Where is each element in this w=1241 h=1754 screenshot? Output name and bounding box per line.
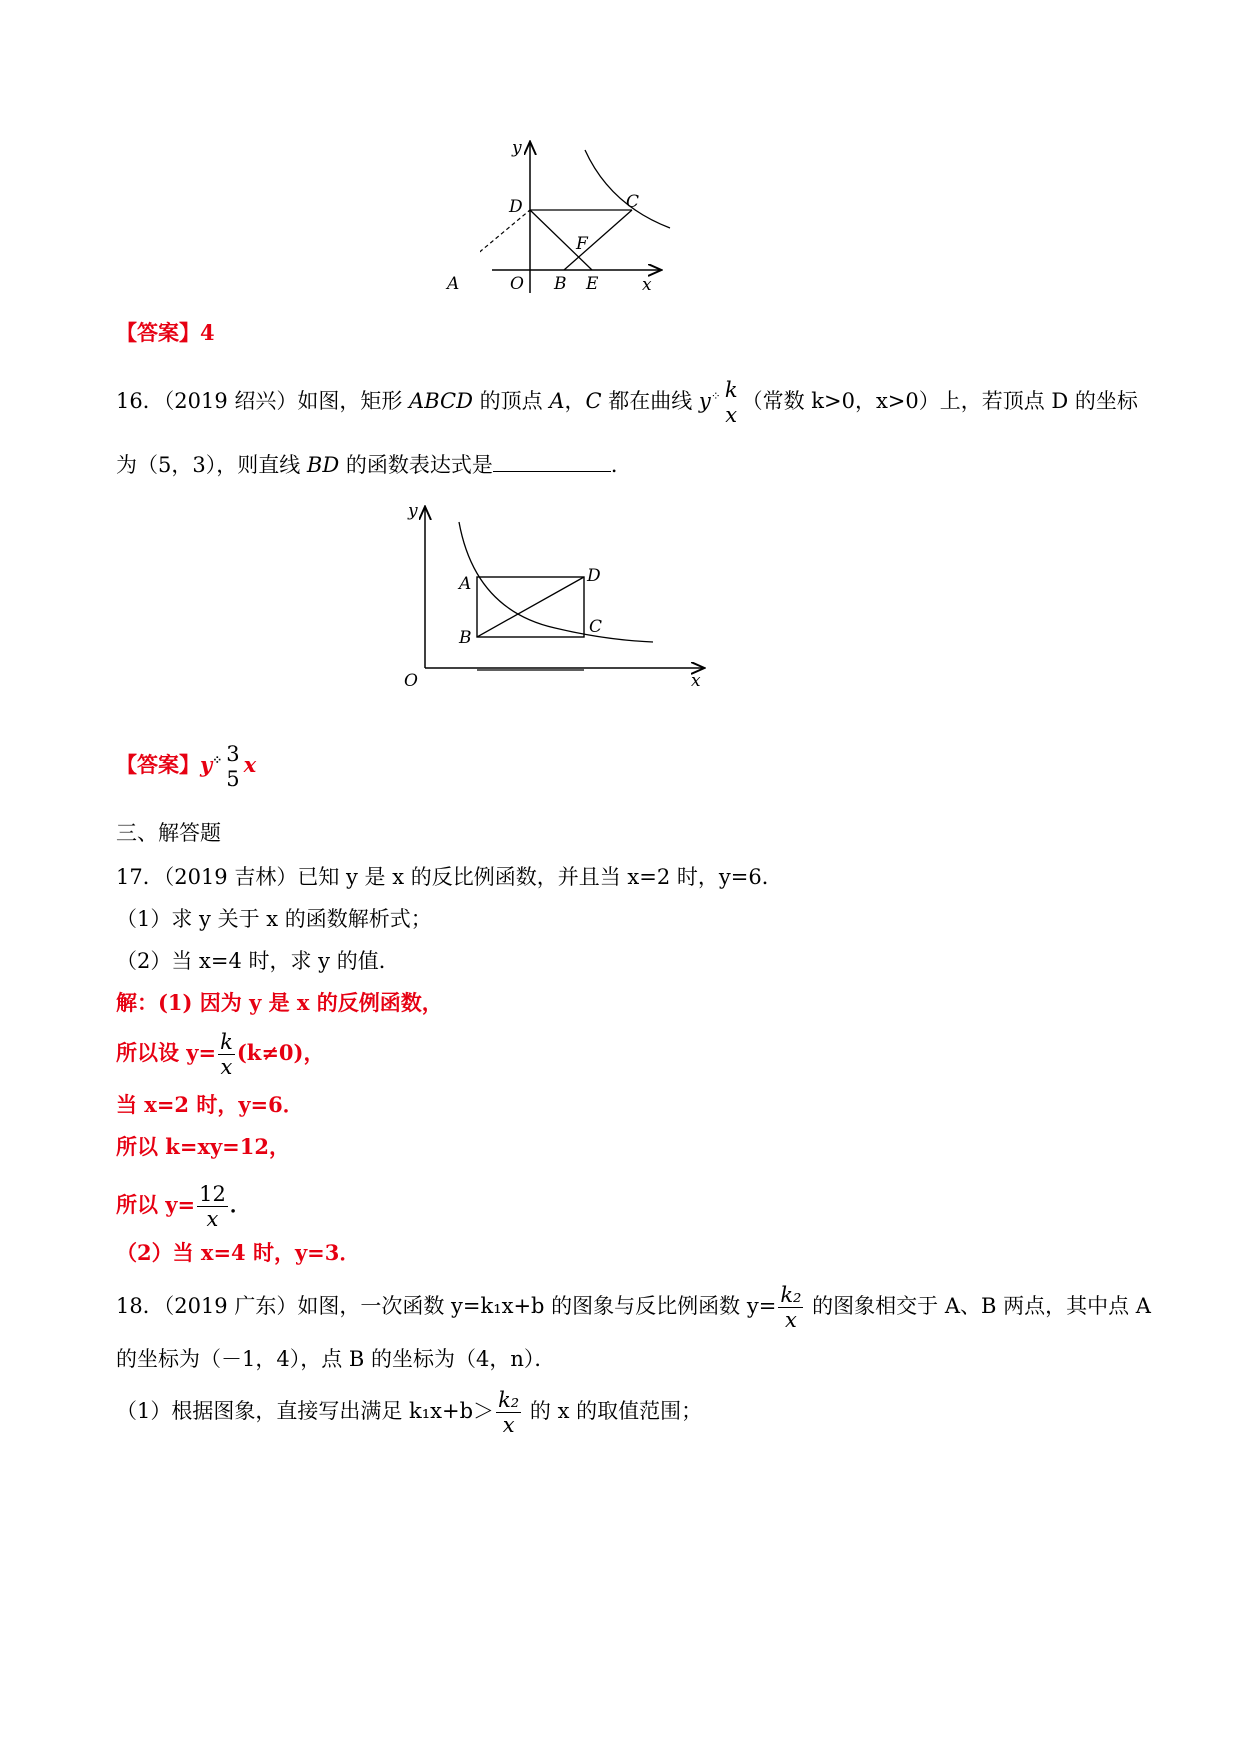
- question-18-line1: [116, 1283, 1151, 1332]
- solution-text: 所以 y=: [116, 1192, 196, 1217]
- solution-text: 所以设 y=: [116, 1040, 217, 1065]
- answer-value: 4: [200, 320, 215, 345]
- fig1-label-x: x: [642, 275, 652, 295]
- question-17-line3: （2）当 x=4 时，求 y 的值．: [116, 949, 400, 973]
- fig2-label-D: D: [587, 566, 601, 586]
- answer-15: [116, 318, 215, 348]
- solution-17-line5: [116, 1182, 251, 1231]
- q16-text: 都在曲线: [601, 389, 699, 413]
- hyperbola-curve: [585, 150, 670, 228]
- frac-den: x: [197, 1206, 228, 1231]
- q18-text: 的 x 的取值范围；: [523, 1399, 703, 1423]
- answer-blank: [493, 453, 611, 472]
- question-18-line3: [116, 1388, 702, 1437]
- q16-text: 的函数表达式是: [339, 453, 493, 477]
- solution-text: ．: [229, 1192, 251, 1217]
- solution-17-line3: 当 x=2 时，y=6．: [116, 1092, 304, 1117]
- solution-17-line6: （2）当 x=4 时，y=3．: [116, 1240, 361, 1265]
- frac-den: x: [778, 1307, 803, 1332]
- hyperbola-curve: [459, 522, 653, 642]
- solution-17-line1: 解：(1) 因为 y 是 x 的反例函数，: [116, 990, 443, 1015]
- solution-fraction-k-x: [218, 1030, 235, 1079]
- answer-tag: 【答案】: [116, 752, 200, 777]
- fig1-label-A: A: [447, 274, 460, 294]
- section-title: 三、解答题: [116, 821, 221, 845]
- answer-fraction: [224, 742, 241, 791]
- frac-den: x: [218, 1054, 235, 1079]
- fig2-label-C: C: [589, 617, 603, 637]
- figure1-left-part: [430, 135, 490, 335]
- diagonal-BD: [477, 577, 584, 637]
- q18-text: （1）根据图象，直接写出满足 k₁x+b＞: [116, 1399, 495, 1423]
- q16-frac-den: x: [723, 402, 740, 427]
- question-16-line1: [116, 378, 1138, 427]
- q16-text: ，: [564, 389, 586, 413]
- fig2-label-B: B: [459, 628, 472, 648]
- fig1-label-C: C: [626, 192, 640, 212]
- question-17-line2: （1）求 y 关于 x 的函数解析式；: [116, 907, 432, 931]
- q16-point-C: C: [585, 389, 602, 413]
- fig2-label-x: x: [691, 671, 701, 691]
- q16-text: 为（5，3），则直线: [116, 453, 307, 477]
- q16-fraction: [723, 378, 740, 427]
- solution-fraction-12-x: [197, 1182, 228, 1231]
- answer-eq-glyph: ⁘: [212, 753, 223, 767]
- frac-den: x: [496, 1412, 521, 1437]
- q16-text: ．: [610, 453, 632, 477]
- fig1-label-y: y: [512, 138, 522, 158]
- answer-frac-num: 3: [226, 742, 240, 766]
- question-17-line1: 17．（2019 吉林）已知 y 是 x 的反比例函数，并且当 x=2 时，y=6．: [116, 865, 783, 889]
- q16-line-name: BD: [306, 453, 340, 477]
- q18-fraction: [496, 1388, 521, 1437]
- solution-17-line4: 所以 k=xy=12，: [116, 1134, 290, 1159]
- fig1-label-F: F: [576, 234, 588, 254]
- question-18-line2: 的坐标为（－1，4），点 B 的坐标为（4，n）．: [116, 1347, 556, 1371]
- frac-num: k₂: [498, 1388, 520, 1412]
- fig1-label-O: O: [510, 274, 524, 294]
- q18-fraction: [778, 1283, 803, 1332]
- q16-number: 16．: [116, 389, 164, 413]
- q16-condition: （常数 k>0，x>0）上，若顶点 D 的坐标: [741, 389, 1138, 413]
- q18-text: 的图象相交于 A、B 两点，其中点 A: [805, 1294, 1151, 1318]
- fig1-label-E: E: [586, 274, 599, 294]
- q16-eq-glyph: ⁘: [710, 389, 721, 403]
- solution-17-line2: [116, 1030, 324, 1079]
- fig2-label-A: A: [459, 574, 472, 594]
- solution-text: (k≠0)，: [236, 1040, 325, 1065]
- q16-text: 的顶点: [472, 389, 550, 413]
- q16-rect-name: ABCD: [409, 389, 473, 413]
- q16-text: 如图，矩形: [297, 389, 410, 413]
- question-16-line2: [116, 450, 632, 480]
- frac-num: k: [220, 1030, 233, 1054]
- frac-num: k₂: [780, 1283, 802, 1307]
- q18-text: 18．（2019 广东）如图，一次函数 y=k₁x+b 的图象与反比例函数 y=: [116, 1294, 777, 1318]
- fig1-label-D: D: [509, 197, 523, 217]
- fig2-label-y: y: [408, 501, 418, 521]
- answer-y-var: y: [200, 752, 213, 777]
- q16-frac-num: k: [724, 378, 738, 402]
- answer-x-var: x: [243, 752, 257, 777]
- q16-point-A: A: [549, 389, 565, 413]
- fig1-label-B: B: [554, 274, 567, 294]
- figure-rhombus-hyperbola: [480, 135, 760, 335]
- q16-y-var: y: [698, 389, 711, 413]
- answer-tag: 【答案】: [116, 320, 200, 345]
- figure-rectangle-hyperbola: [395, 500, 725, 700]
- fig2-label-O: O: [404, 671, 418, 691]
- answer-16: [116, 742, 256, 791]
- answer-frac-den: 5: [226, 767, 240, 791]
- q16-source: （2019 绍兴）: [163, 389, 298, 413]
- frac-num: 12: [199, 1182, 226, 1206]
